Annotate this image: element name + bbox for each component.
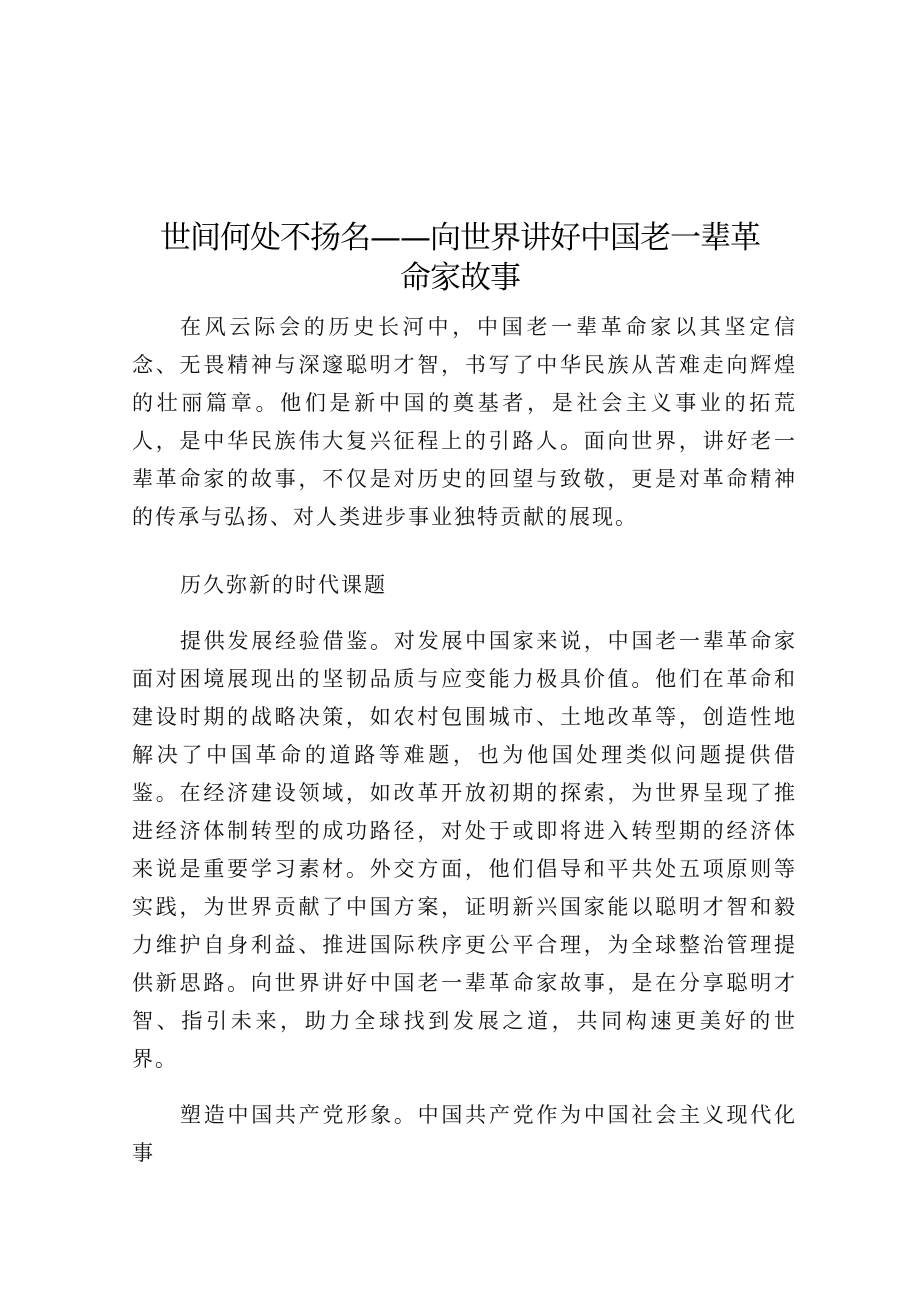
body-paragraph-development: 提供发展经验借鉴。对发展中国家来说，中国老一辈革命家面对困境展现出的坚韧品质与应变能力极具价值。他们在革命和建设时期的战略决策，如农村包围城市、土地改革等，创造性地解决了中国革命的道路等难题，也为他国处理类似问题提供借鉴。在经济建设领域，如改革开放初期的探索，为世界呈现了推进经济体制转型的成功路径，对处于或即将进入转型期的经济体来说是重要学习素材。外交方面，他们倡导和平共处五项原则等实践，为世界贡献了中国方案，证明新兴国家能以聪明才智和毅力维护自身利益、推进国际秩序更公平合理，为全球整治管理提供新思路。向世界讲好中国老一辈革命家故事，是在分享聪明才智、指引未来，助力全球找到发展之道，共同构速更美好的世界。 (132, 629, 797, 1071)
body-paragraph-party-image: 塑造中国共产党形象。中国共产党作为中国社会主义现代化事 (132, 1103, 797, 1165)
document-title-line-1: 世间何处不扬名——向世界讲好中国老一辈革 (160, 220, 760, 256)
document-title-line-2: 命家故事 (400, 260, 520, 296)
section-heading: 历久弥新的时代课题 (180, 573, 387, 597)
intro-paragraph: 在风云际会的历史长河中，中国老一辈革命家以其坚定信念、无畏精神与深邃聪明才智，书写了中华民族从苦难走向辉煌的壮丽篇章。他们是新中国的奠基者，是社会主义事业的拓荒人，是中华民族伟大复兴征程上的引路人。面向世界，讲好老一辈革命家的故事，不仅是对历史的回望与致敬，更是对革命精神的传承与弘扬、对人类进步事业独特贡献的展现。 (132, 315, 797, 529)
